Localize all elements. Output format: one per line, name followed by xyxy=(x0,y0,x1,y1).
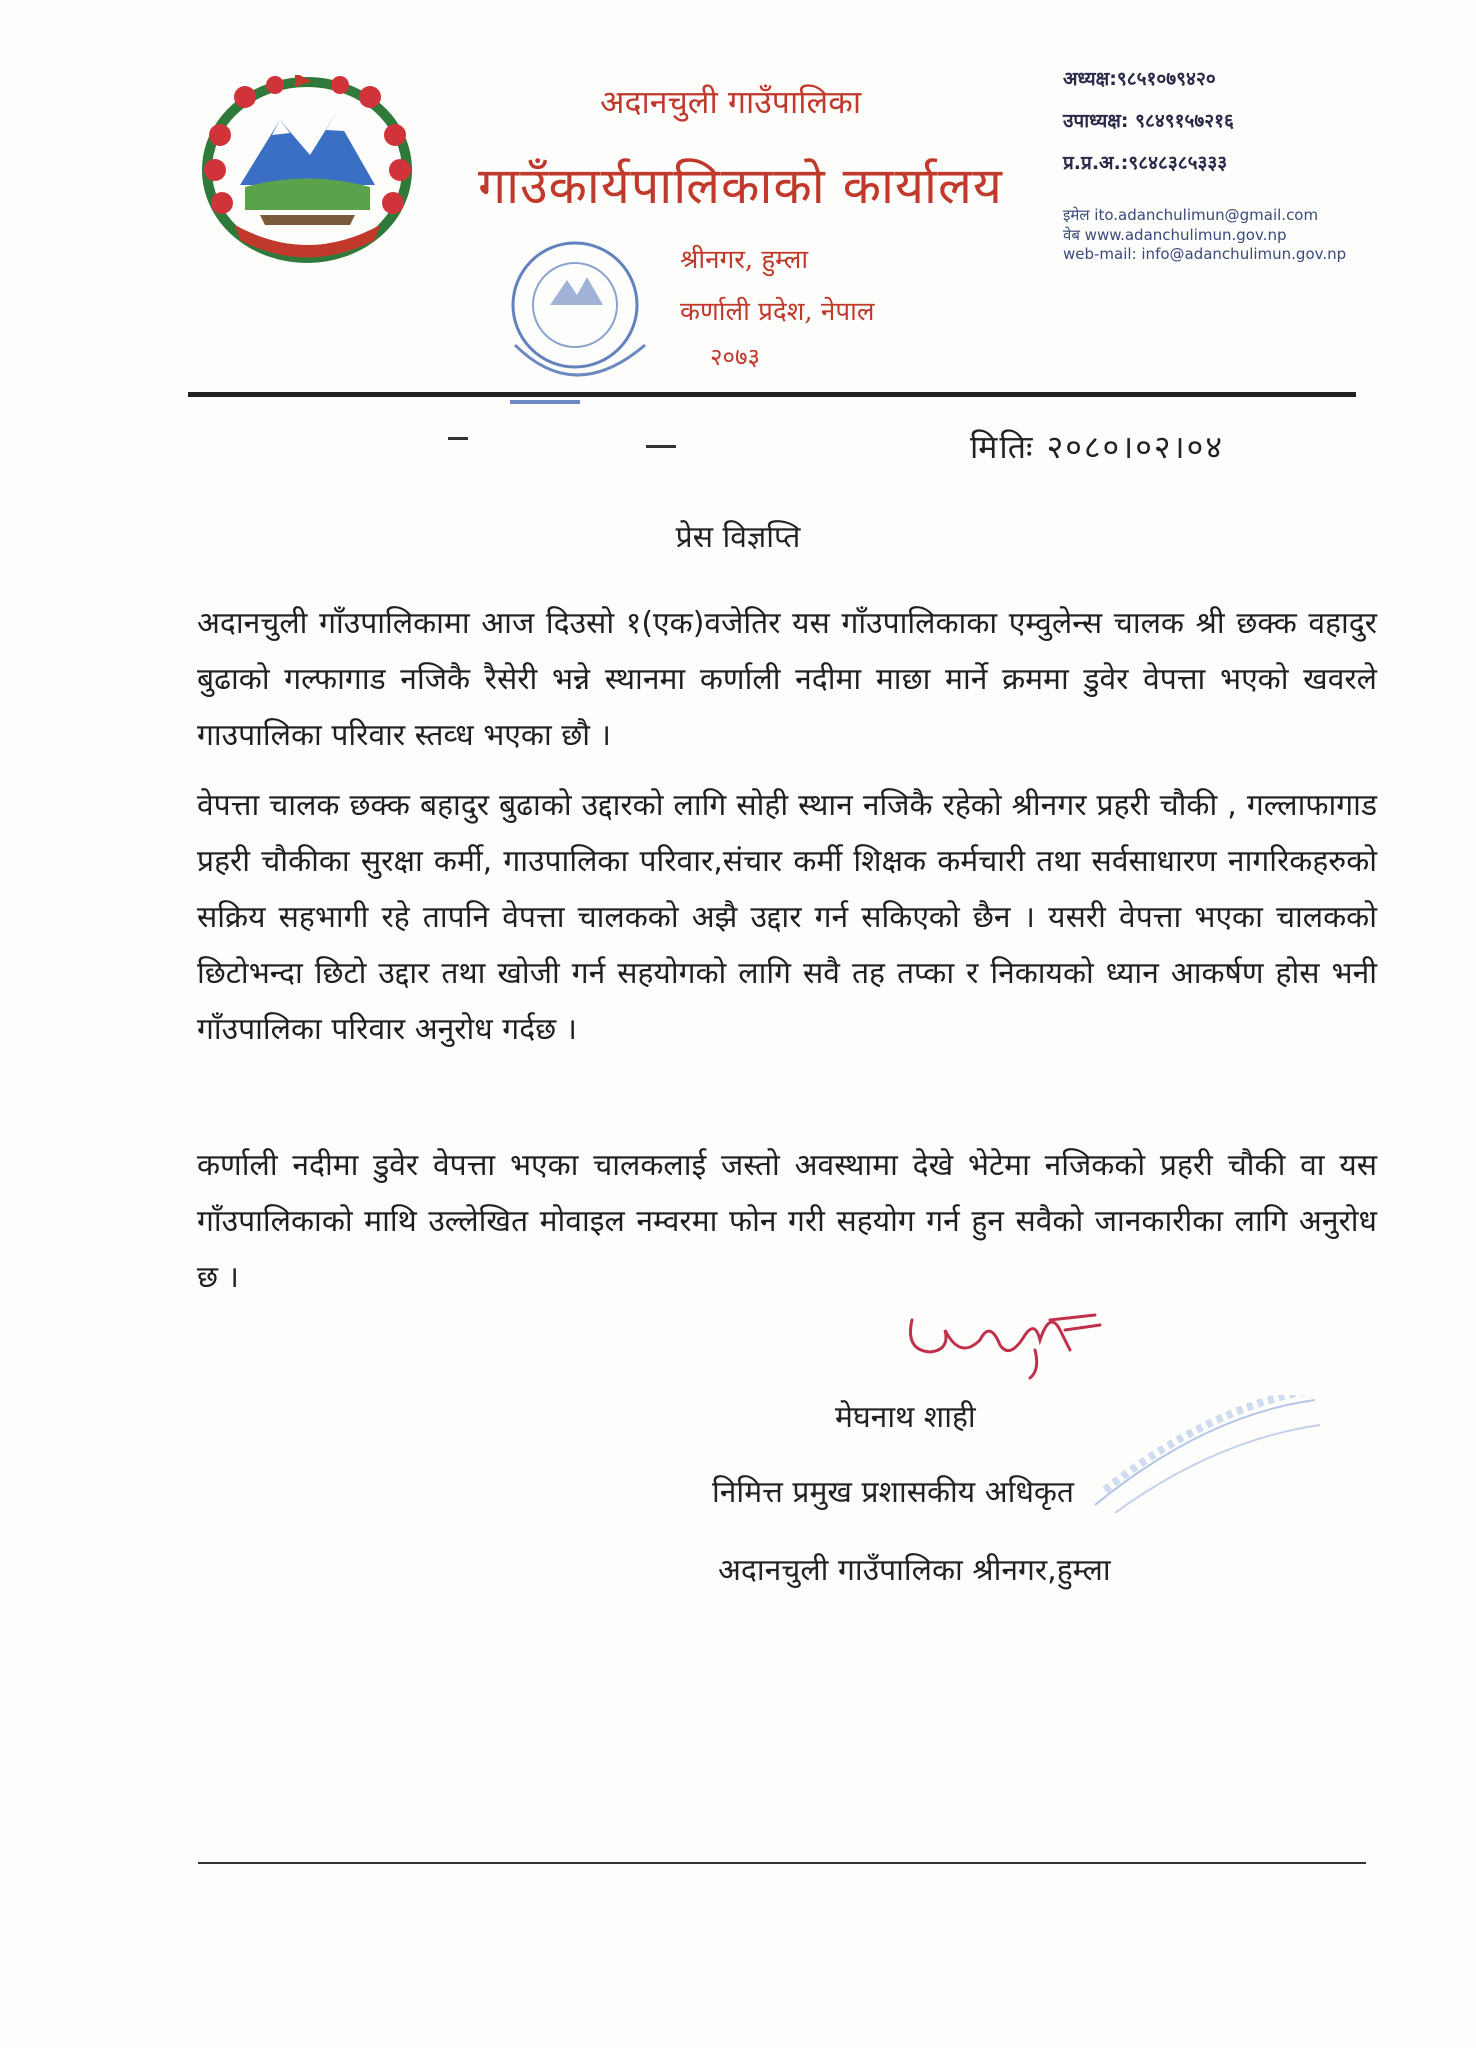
signatory-position: निमित्त प्रमुख प्रशासकीय अधिकृत xyxy=(712,1475,1075,1510)
contact-webmail: web-mail: info@adanchulimun.gov.np xyxy=(1063,245,1347,263)
contact-website: वेब www.adanchulimun.gov.np xyxy=(1063,226,1287,244)
contact-block xyxy=(1063,65,1346,265)
body-paragraph: अदानचुली गाँउपालिकामा आज दिउसो १(एक)वजेतिर यस गाँउपालिकाका एम्वुलेन्स चालक श्री छक्क वहादुर बुढाको गल्फागाड नजिकै रैसेरी भन्ने स्थानमा कर्णाली नदीमा माछा मार्ने क्रममा डुवेर वेपत्ता भएको खवरले गाउपालिका परिवार स्तव्ध भएका छौ । xyxy=(197,606,1377,753)
address-year: २०७३ xyxy=(710,343,760,371)
nepal-emblem-icon xyxy=(200,75,415,265)
document-title: प्रेस विज्ञप्ति xyxy=(675,520,801,555)
contact-cao: प्र.प्र.अ.:९८४८३८५३३३ xyxy=(1063,152,1228,174)
header-divider xyxy=(188,392,1356,397)
office-stamp-icon xyxy=(1085,1395,1325,1515)
contact-vice-chairperson: उपाध्यक्ष: ९८४९१५७२१६ xyxy=(1063,110,1234,132)
mark xyxy=(448,437,468,440)
org-subtitle: अदानचुली गाउँपालिका xyxy=(600,83,862,121)
address-line: कर्णाली प्रदेश, नेपाल xyxy=(680,297,875,327)
body-paragraph: कर्णाली नदीमा डुवेर वेपत्ता भएका चालकलाई जस्तो अवस्थामा देखे भेटेमा नजिकको प्रहरी चौकी वा यस गाँउपालिकाको माथि उल्लेखित मोवाइल नम्वरमा फोन गरी सहयोग गर्न हुन सवैको जानकारीका लागि अनुरोध छ । xyxy=(197,1148,1377,1295)
signature-icon xyxy=(900,1290,1110,1380)
signatory-name: मेघनाथ शाही xyxy=(835,1400,976,1435)
signatory-organization: अदानचुली गाउँपालिका श्रीनगर,हुम्ला xyxy=(718,1553,1111,1588)
footer-divider xyxy=(198,1862,1366,1864)
address-line: श्रीनगर, हुम्ला xyxy=(680,245,809,275)
body-paragraph: वेपत्ता चालक छक्क बहादुर बुढाको उद्दारको लागि सोही स्थान नजिकै रहेको श्रीनगर प्रहरी चौकी , गल्लाफागाड प्रहरी चौकीका सुरक्षा कर्मी, गाउपालिका परिवार,संचार कर्मी शिक्षक कर्मचारी तथा सर्वसाधारण नागरिकहरुको सक्रिय सहभागी रहे तापनि वेपत्ता चालकको अझै उद्दार गर्न सकिएको छैन । यसरी वेपत्ता भएका चालकको छिटोभन्दा छिटो उद्दार तथा खोजी गर्न सहयोगको लागि सवै तह तप्का र निकायको ध्यान आकर्षण होस भनी गाँउपालिका परिवार अनुरोध गर्दछ । xyxy=(197,788,1377,1047)
contact-chairperson: अध्यक्ष:९८५१०७९४२० xyxy=(1063,68,1216,90)
contact-email: इमेल ito.adanchulimun@gmail.com xyxy=(1063,206,1319,224)
org-title: गाउँकार्यपालिकाको कार्यालय xyxy=(478,157,1003,215)
document-date: मितिः २०८०।०२।०४ xyxy=(970,428,1224,466)
mark xyxy=(646,445,676,448)
municipal-seal-icon xyxy=(455,195,695,435)
